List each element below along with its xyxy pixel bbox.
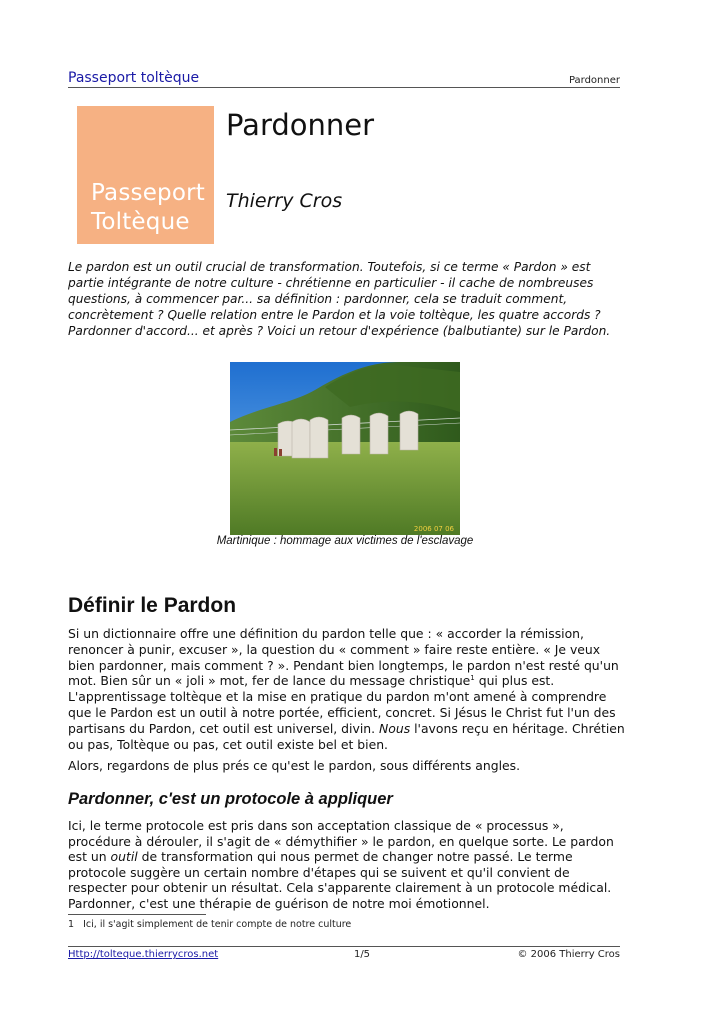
- logo-line-1: Passeport: [91, 180, 205, 206]
- footnote-text: Ici, il s'agit simplement de tenir compte de notre culture: [83, 919, 352, 930]
- martinique-memorial-photo: [230, 362, 460, 535]
- page-number: 1/5: [353, 949, 371, 960]
- footnote-ref[interactable]: 1: [470, 674, 475, 683]
- header-site-title[interactable]: Passeport toltèque: [68, 70, 200, 86]
- logo-text: [91, 179, 205, 237]
- section-body-protocole: Ici, le terme protocole est pris dans son acceptation classique de « processus », procédure à dérouler, il s'agit de « démythifier » le pardon, en quelque sorte. Le pardon est un outil de transformation qui nous permet de changer notre passé. Le terme protocole suggère un certain nombre d'étapes qui se suivent et qu'il convient de respecter pour obtenir un résultat. Cela s'apparente clairement à un protocole médical. Pardonner, c'est une thérapie de guérison de notre moi émotionnel.: [68, 818, 614, 911]
- abstract: Le pardon est un outil crucial de transformation. Toutefois, si ce terme « Pardon » est partie intégrante de notre culture - chrétienne en particulier - il cache de nombreuses questions, à commencer par... sa définition : pardonner, cela se traduit comment, concrètement ? Quelle relation entre le Pardon et la voie toltèque, les quatre accords ? Pardonner d'accord... et après ? Voici un retour d'expérience (balbutiante) sur le Pardon.: [68, 260, 611, 338]
- photo-date-stamp: 2006 07 06: [413, 525, 454, 533]
- footnote: [68, 919, 351, 930]
- document-author: Thierry Cros: [226, 190, 343, 212]
- footnote-number: 1: [68, 919, 75, 930]
- section-heading-protocole: Pardonner, c'est un protocole à appliquer: [68, 790, 393, 808]
- footnote-divider: [68, 914, 206, 915]
- document-title: Pardonner: [226, 108, 375, 142]
- header-divider: [68, 87, 620, 88]
- paragraph: Si un dictionnaire offre une définition du pardon telle que : « accorder la rémission, renoncer à punir, excuser », la question du « comment » faire reste entière. « Je veux bien pardonner, mais comment ? ». Pendant bien longtemps, le pardon n'est resté qu'un mot. Bien sûr un « joli » mot, fer de lance du message christique$^1$ qui plus est. L'apprentissage toltèque et la mise en pratique du pardon m'ont amené à comprendre que le Pardon est un outil à notre portée, efficient, concret. Si Jésus le Christ fut l'un des partisans du Pardon, cet outil est universel, divin. Nous l'avons reçu en héritage. Chrétien ou pas, Toltèque ou pas, cet outil existe bel et bien.: [68, 626, 625, 752]
- footer-divider: [68, 946, 620, 947]
- section-body-definir: [68, 626, 628, 780]
- header-page-title: Pardonner: [568, 75, 620, 86]
- passeport-tolteque-logo: [77, 106, 214, 244]
- figure-caption: Martinique : hommage aux victimes de l'esclavage: [216, 535, 474, 547]
- section-heading-definir: Définir le Pardon: [68, 594, 237, 617]
- paragraph: Alors, regardons de plus prés ce qu'est le pardon, sous différents angles.: [68, 758, 521, 774]
- footer-website-link[interactable]: Http://tolteque.thierrycros.net: [68, 949, 219, 960]
- footer-copyright: © 2006 Thierry Cros: [517, 949, 620, 960]
- logo-line-2: Toltèque: [91, 209, 190, 235]
